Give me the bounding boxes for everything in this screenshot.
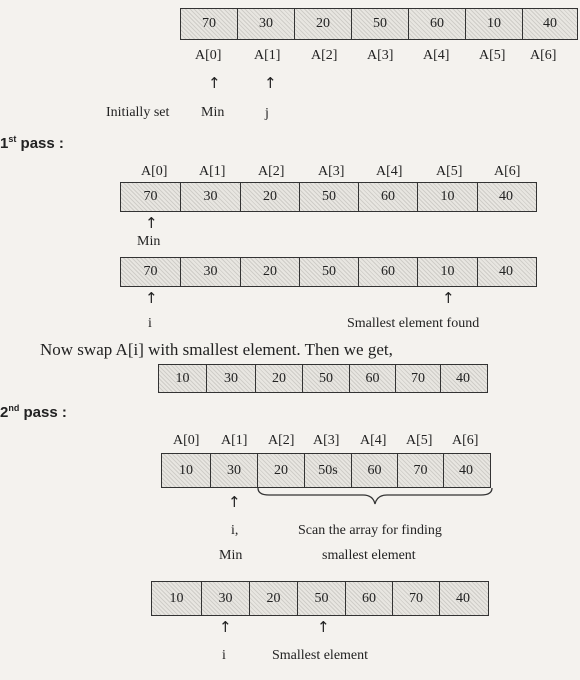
up-arrow-icon: ↑: [145, 289, 158, 307]
index-label: A[3]: [313, 433, 340, 448]
up-arrow-icon: ↑: [442, 289, 455, 307]
array-cell: 70: [396, 365, 441, 392]
array-cell: 70: [393, 582, 440, 615]
index-label: A[6]: [530, 48, 557, 63]
index-label: A[0]: [195, 48, 222, 63]
array-cell: 20: [241, 183, 300, 211]
array-cell: 20: [256, 365, 303, 392]
array-cell: 60: [409, 9, 466, 39]
array-cell: 30: [207, 365, 256, 392]
array-cell: 50: [352, 9, 409, 39]
index-label: A[5]: [406, 433, 433, 448]
up-arrow-icon: ↑: [264, 74, 277, 92]
pass-heading: 1st pass :: [0, 134, 64, 152]
array-cell: 20: [250, 582, 298, 615]
array-cell: 10: [152, 582, 202, 615]
initially-set-label: Initially set: [106, 105, 170, 120]
smallest-found-label: Smallest element found: [347, 316, 480, 331]
index-label: A[0]: [173, 433, 200, 448]
index-label: A[3]: [318, 164, 345, 179]
array-cell: 40: [459, 462, 473, 478]
index-label: A[1]: [199, 164, 226, 179]
pass1-array: [120, 257, 537, 287]
array-cell: 20: [295, 9, 352, 39]
array-cell: 30: [238, 9, 295, 39]
array-cell: 60: [346, 582, 393, 615]
index-label: A[6]: [452, 433, 479, 448]
scan-range-brace: [255, 486, 495, 508]
up-arrow-icon: ↑: [219, 618, 232, 636]
i-min-label: i,: [231, 523, 239, 538]
swap-instruction: Now swap A[i] with smallest element. Then we get,: [40, 340, 393, 359]
array-cell: 40: [456, 370, 470, 386]
scan-caption: smallest element: [322, 548, 416, 563]
array-cell: 30: [202, 582, 250, 615]
j-label: j: [265, 106, 269, 121]
array-cell: 50: [298, 582, 346, 615]
array-cell: 70: [398, 454, 444, 487]
min-label: Min: [219, 548, 243, 563]
array-cell: 50: [303, 365, 350, 392]
up-arrow-icon: ↑: [208, 74, 221, 92]
array-cell: 40: [499, 189, 513, 204]
index-label: A[5]: [479, 48, 506, 63]
index-label: A[6]: [494, 164, 521, 179]
array-cell: 50: [300, 258, 359, 286]
up-arrow-icon: ↑: [317, 618, 330, 636]
i-label: i: [222, 648, 226, 663]
array-cell: 40: [543, 16, 557, 31]
index-label: A[0]: [141, 164, 168, 179]
index-label: A[1]: [221, 433, 248, 448]
pass1-array: [120, 182, 537, 212]
pass2-array: [161, 453, 491, 488]
pass2-array: [151, 581, 489, 616]
index-label: A[4]: [360, 433, 387, 448]
array-cell: 20: [241, 258, 300, 286]
array-cell: 70: [121, 183, 181, 211]
array-cell: 50s: [305, 454, 352, 487]
up-arrow-icon: ↑: [228, 493, 241, 511]
array-cell: 10: [162, 454, 211, 487]
array-cell: 10: [418, 258, 478, 286]
array-cell: 30: [181, 258, 241, 286]
up-arrow-icon: ↑: [145, 214, 158, 232]
index-label: A[4]: [423, 48, 450, 63]
array-cell: 40: [499, 264, 513, 279]
i-label: i: [148, 316, 152, 331]
array-cell: 70: [121, 258, 181, 286]
initial-array: [180, 8, 578, 40]
array-cell: 40: [456, 590, 470, 606]
pass1-result-array: [158, 364, 488, 393]
scan-caption: Scan the array for finding: [298, 523, 442, 538]
array-cell: 20: [258, 454, 305, 487]
index-label: A[1]: [254, 48, 281, 63]
array-cell: 10: [418, 183, 478, 211]
array-cell: 70: [181, 9, 238, 39]
array-cell: 60: [350, 365, 396, 392]
array-cell: 60: [352, 454, 398, 487]
array-cell: 50: [300, 183, 359, 211]
array-cell: 30: [211, 454, 258, 487]
min-label: Min: [137, 234, 161, 249]
array-cell: 60: [359, 258, 418, 286]
index-label: A[3]: [367, 48, 394, 63]
pass-heading: 2nd pass :: [0, 403, 67, 421]
array-cell: 10: [466, 9, 523, 39]
min-label: Min: [201, 105, 225, 120]
smallest-element-label: Smallest element: [272, 648, 369, 663]
index-label: A[2]: [258, 164, 285, 179]
array-cell: 60: [359, 183, 418, 211]
index-label: A[4]: [376, 164, 403, 179]
index-label: A[2]: [268, 433, 295, 448]
array-cell: 10: [159, 365, 207, 392]
array-cell: 30: [181, 183, 241, 211]
index-label: A[2]: [311, 48, 338, 63]
index-label: A[5]: [436, 164, 463, 179]
